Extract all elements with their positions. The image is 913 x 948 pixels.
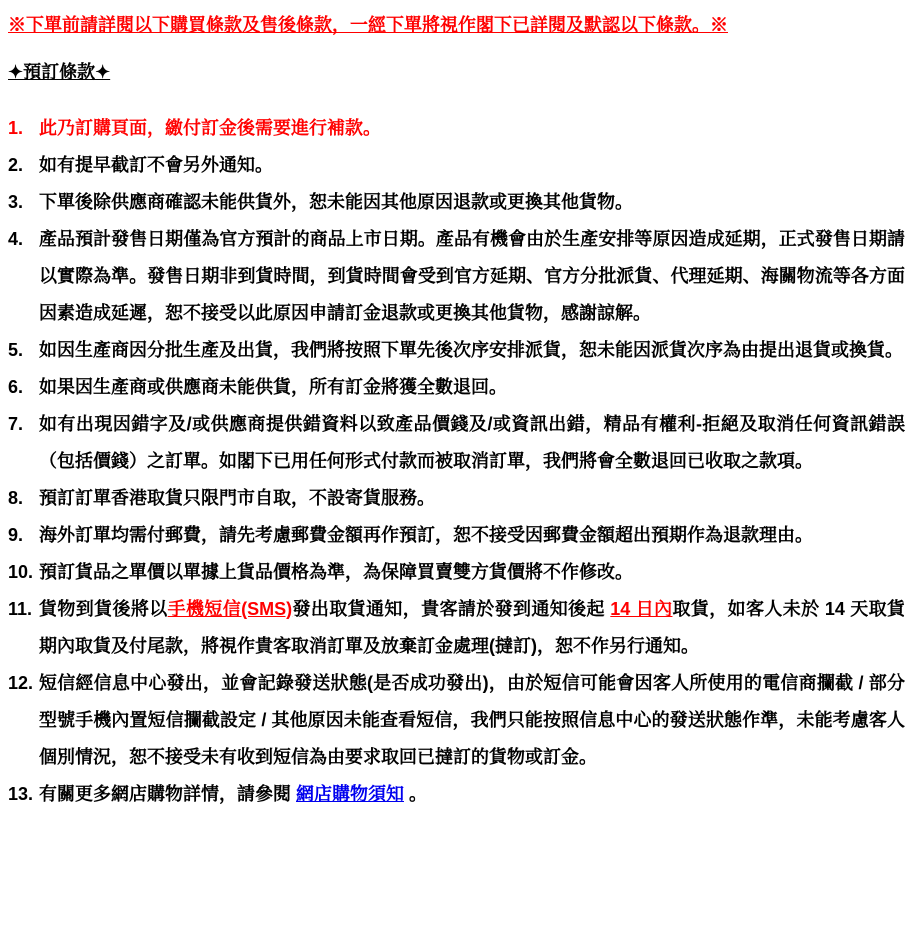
term-number: 2. (8, 155, 24, 175)
term-text (39, 591, 905, 665)
term-item-9 (8, 517, 905, 554)
term-number: 1. (8, 118, 24, 138)
term-text (39, 776, 905, 813)
term-item-12 (8, 665, 905, 776)
term-text-segment: 此乃訂購頁面，繳付訂金後需要進行補款。 (39, 118, 381, 138)
term-number: 5. (8, 340, 24, 360)
highlighted-term-text: 14 日內 (610, 599, 673, 619)
term-number: 3. (8, 192, 24, 212)
term-text-segment: 有關更多網店購物詳情，請參閱 (39, 784, 296, 804)
terms-list (8, 110, 905, 813)
term-text-segment: 貨物到貨後將以 (39, 599, 168, 619)
term-number: 8. (8, 488, 24, 508)
term-text-segment: 如果因生產商或供應商未能供貨，所有訂金將獲全數退回。 (39, 377, 507, 397)
term-number: 11. (8, 599, 33, 619)
term-text (39, 480, 905, 517)
term-text (39, 147, 905, 184)
term-number: 9. (8, 525, 24, 545)
term-number: 13. (8, 784, 34, 804)
term-text-segment: 預訂貨品之單價以單據上貨品價格為準，為保障買賣雙方貨價將不作修改。 (39, 562, 633, 582)
term-text (39, 221, 905, 332)
online-shop-notice-link[interactable]: 網店購物須知 (296, 784, 404, 804)
term-item-8 (8, 480, 905, 517)
term-text-segment: 發出取貨通知，貴客請於發到通知後起 (292, 599, 611, 619)
term-text-segment: 海外訂單均需付郵費，請先考慮郵費金額再作預訂，恕不接受因郵費金額超出預期作為退款理由。 (39, 525, 813, 545)
term-text (39, 406, 905, 480)
term-text-segment: 取貨，如客人未於 14 天取貨期內取貨及付尾款，將視作貴客取消訂單及放棄訂金處理(撻訂)，恕不作另行通知。 (39, 599, 905, 656)
term-item-5 (8, 332, 905, 369)
term-item-10 (8, 554, 905, 591)
highlighted-term-text: 手機短信(SMS) (167, 599, 293, 619)
term-text-segment: 下單後除供應商確認未能供貨外，恕未能因其他原因退款或更換其他貨物。 (39, 192, 633, 212)
term-item-6 (8, 369, 905, 406)
term-item-3 (8, 184, 905, 221)
term-number: 12. (8, 673, 34, 693)
term-number: 10. (8, 562, 34, 582)
term-item-2 (8, 147, 905, 184)
term-text-segment: 產品預計發售日期僅為官方預計的商品上市日期。產品有機會由於生產安排等原因造成延期，正式發售日期請以實際為準。發售日期非到貨時間，到貨時間會受到官方延期、官方分批派貨、代理延期、海關物流等各方面因素造成延遲，恕不接受以此原因申請訂金退款或更換其他貨物，感謝諒解。 (39, 229, 905, 323)
preorder-terms-section-title: ✦預訂條款✦ (8, 62, 111, 82)
term-text (39, 332, 905, 369)
purchase-warning-title: ※下單前請詳閱以下購買條款及售後條款，一經下單將視作閣下已詳閱及默認以下條款。※ (8, 15, 728, 35)
term-text-segment: 短信經信息中心發出，並會記錄發送狀態(是否成功發出)，由於短信可能會因客人所使用的電信商攔截 / 部分型號手機內置短信攔截設定 / 其他原因未能查看短信，我們只能按照信息中心的發送狀態作準，未能考慮客人個別情況，恕不接受未有收到短信為由要求取回已撻訂的貨物或訂金。 (39, 673, 905, 767)
term-text (39, 184, 905, 221)
term-text-segment: 如因生產商因分批生產及出貨，我們將按照下單先後次序安排派貨，恕未能因派貨次序為由提出退貨或換貨。 (39, 340, 903, 360)
term-number: 7. (8, 414, 24, 434)
term-text (39, 665, 905, 776)
term-item-7 (8, 406, 905, 480)
term-text (39, 517, 905, 554)
term-text (39, 369, 905, 406)
term-number: 4. (8, 229, 24, 249)
term-text (39, 110, 905, 147)
term-text-segment: 預訂訂單香港取貨只限門市自取，不設寄貨服務。 (39, 488, 435, 508)
term-item-1 (8, 110, 905, 147)
term-text-segment: 如有出現因錯字及/或供應商提供錯資料以致產品價錢及/或資訊出錯，精品有權利-拒絕及取消任何資訊錯誤（包括價錢）之訂單。如閣下已用任何形式付款而被取消訂單，我們將會全數退回已收取之款項。 (39, 414, 905, 471)
term-text-segment: 。 (404, 784, 428, 804)
term-text-segment: 如有提早截訂不會另外通知。 (39, 155, 273, 175)
term-number: 6. (8, 377, 24, 397)
term-text (39, 554, 905, 591)
term-item-11 (8, 591, 905, 665)
term-item-4 (8, 221, 905, 332)
term-item-13 (8, 776, 905, 813)
